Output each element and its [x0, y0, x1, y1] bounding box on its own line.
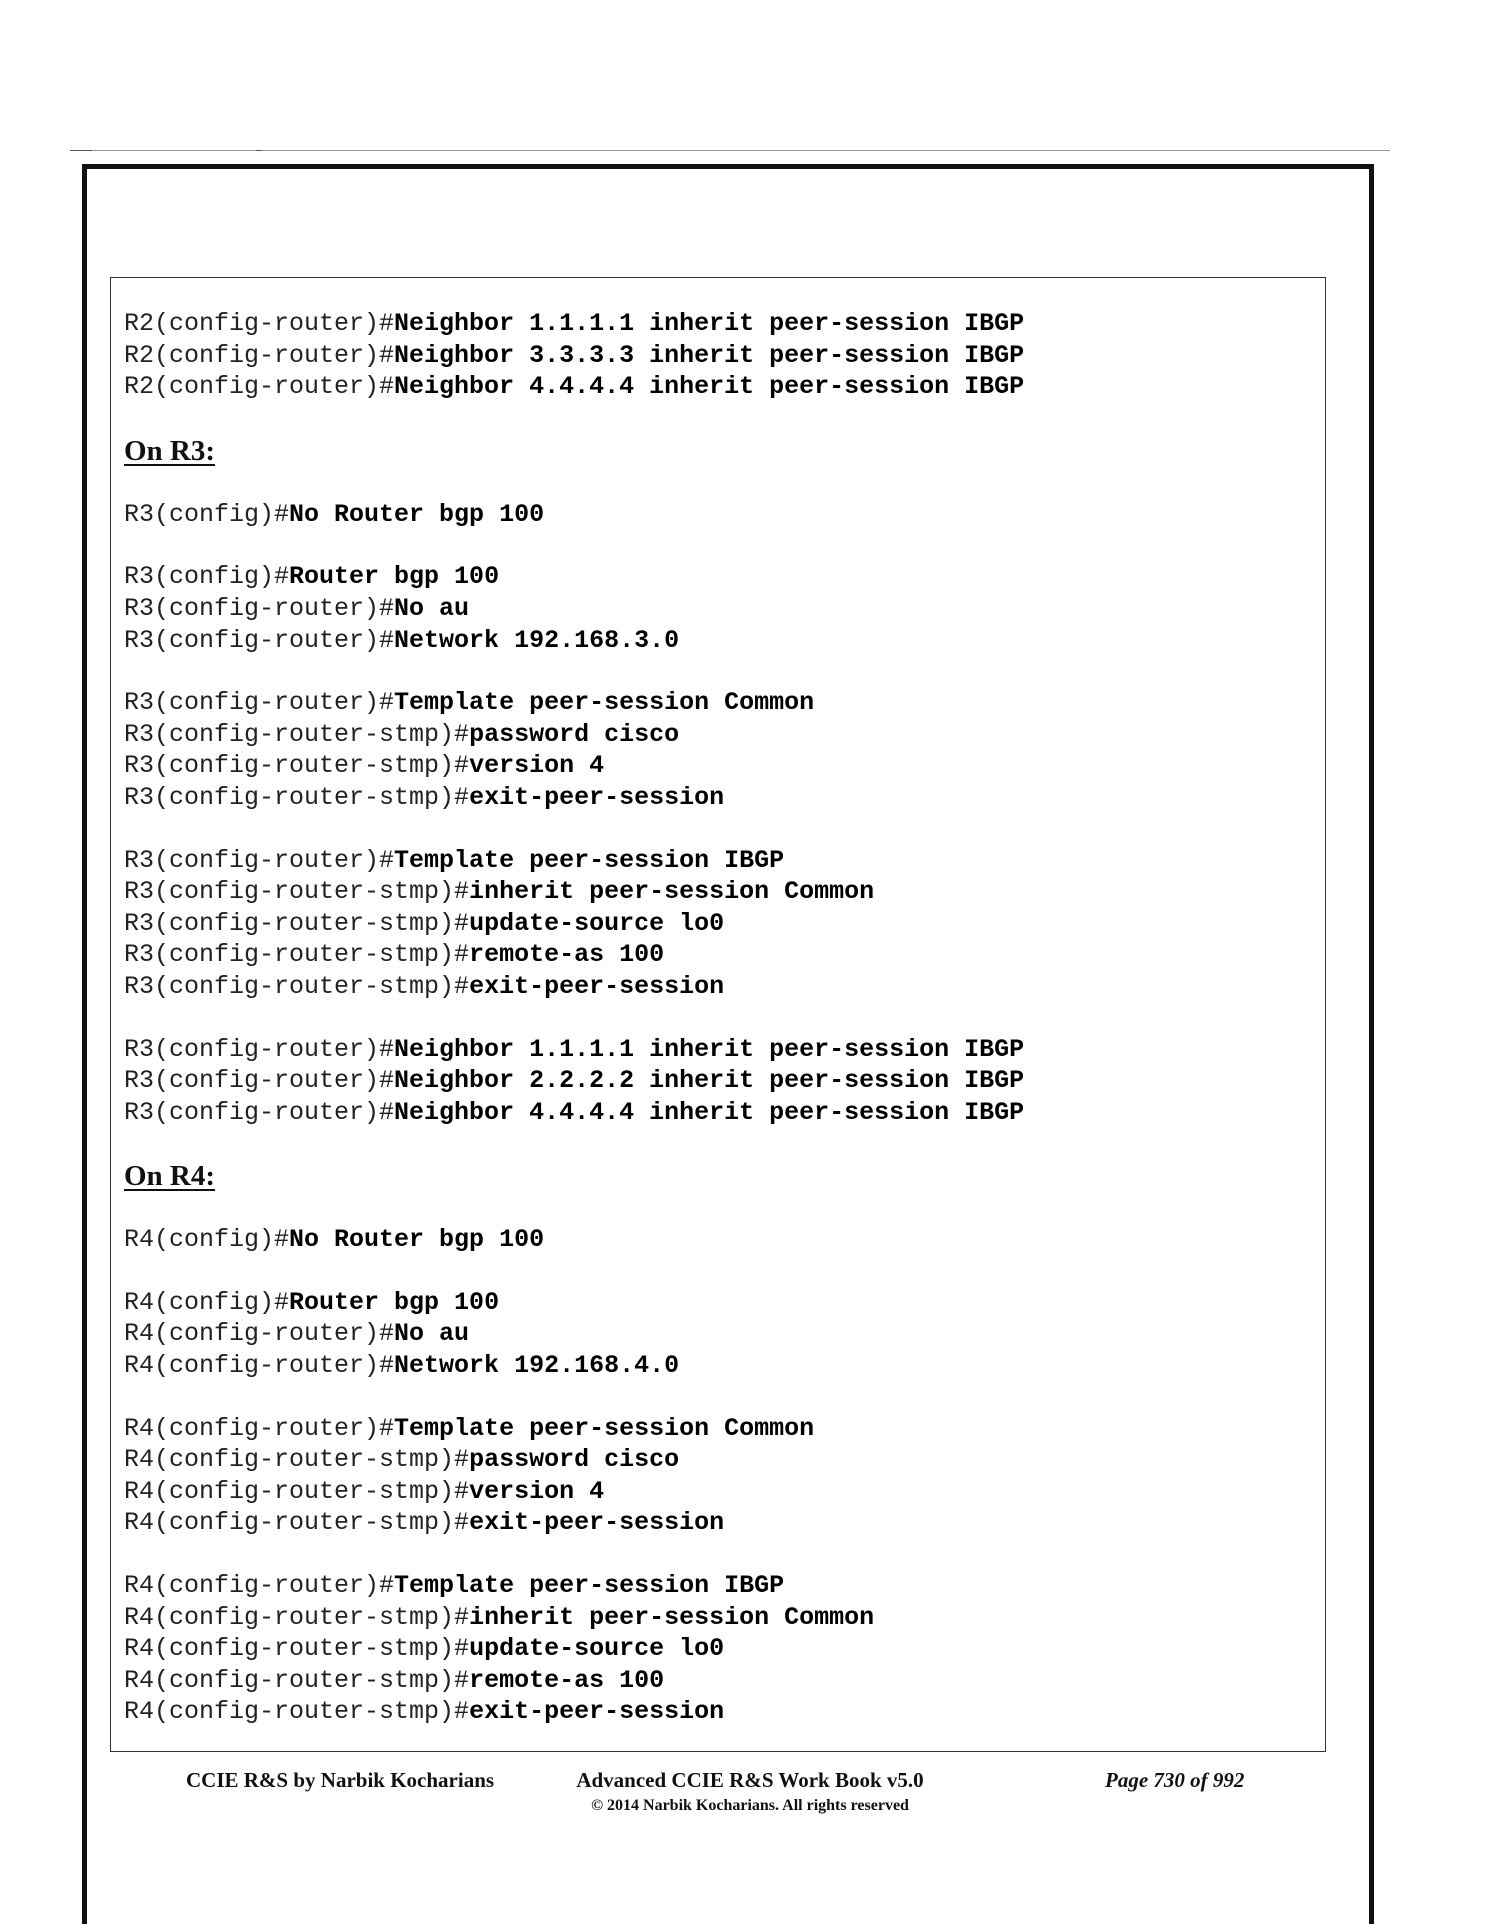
cli-command: Neighbor 1.1.1.1 inherit peer-session IBGP: [394, 309, 1025, 338]
command-block: [124, 1570, 1315, 1728]
command-line: [124, 308, 1315, 340]
command-line: [124, 499, 1315, 531]
footer-author: CCIE R&S by Narbik Kocharians: [186, 1768, 495, 1792]
command-line: [124, 719, 1315, 751]
cli-prompt: R4(config-router)#: [124, 1351, 395, 1381]
command-line: [124, 1318, 1315, 1350]
command-line: [124, 1507, 1315, 1539]
cli-prompt: R4(config-router-stmp)#: [124, 1508, 470, 1538]
cli-prompt: R3(config-router-stmp)#: [124, 751, 470, 781]
cli-command: No Router bgp 100: [289, 1225, 545, 1255]
command-line: [124, 625, 1315, 657]
command-line: [124, 971, 1315, 1003]
command-block: [124, 1224, 1315, 1256]
cli-prompt: R4(config-router)#: [124, 1413, 395, 1443]
command-line: [124, 1097, 1315, 1129]
cli-prompt: R3(config-router)#: [124, 1066, 395, 1096]
page-footer: [82, 1768, 1374, 1828]
code-section: [124, 308, 1315, 403]
footer-page-number: Page 730 of 992: [1105, 1768, 1245, 1792]
code-box: [110, 277, 1326, 1752]
command-line: [124, 1444, 1315, 1476]
command-line: [124, 1665, 1315, 1697]
command-line: [124, 1350, 1315, 1382]
cli-prompt: R3(config-router)#: [124, 593, 395, 623]
cli-prompt: R3(config-router-stmp)#: [124, 782, 470, 812]
command-line: [124, 1570, 1315, 1602]
top-left-tick: [70, 150, 92, 151]
cli-command: Neighbor 4.4.4.4 inherit peer-session IBGP: [394, 1097, 1025, 1127]
command-line: [124, 750, 1315, 782]
command-block: [124, 1413, 1315, 1539]
cli-prompt: R2(config-router)#: [124, 309, 395, 338]
cli-prompt: R3(config)#: [124, 562, 290, 592]
cli-prompt: R3(config-router)#: [124, 845, 395, 875]
command-line: [124, 939, 1315, 971]
cli-command: update-source lo0: [469, 1634, 725, 1664]
cli-command: Template peer-session Common: [394, 688, 815, 718]
cli-command: exit-peer-session: [469, 971, 725, 1001]
cli-prompt: R3(config-router)#: [124, 1034, 395, 1064]
command-line: [124, 1034, 1315, 1066]
cli-prompt: R3(config-router)#: [124, 688, 395, 718]
cli-command: Template peer-session IBGP: [394, 1571, 785, 1601]
cli-command: exit-peer-session: [469, 1697, 725, 1727]
footer-book-title: [570, 1768, 930, 1815]
cli-prompt: R3(config-router)#: [124, 1097, 395, 1127]
code-content: [124, 308, 1315, 1728]
command-block: [124, 308, 1315, 403]
cli-command: Template peer-session Common: [394, 1413, 815, 1443]
command-line: [124, 782, 1315, 814]
cli-prompt: R4(config-router)#: [124, 1319, 395, 1349]
command-line: [124, 876, 1315, 908]
cli-command: Router bgp 100: [289, 562, 500, 592]
cli-command: Network 192.168.4.0: [394, 1351, 680, 1381]
command-block: [124, 1287, 1315, 1382]
cli-command: update-source lo0: [469, 908, 725, 938]
code-section: [124, 1158, 1315, 1728]
cli-prompt: R4(config)#: [124, 1287, 290, 1317]
section-heading: On R3:: [124, 434, 216, 467]
cli-command: Network 192.168.3.0: [394, 625, 680, 655]
footer-title: Advanced CCIE R&S Work Book v5.0: [576, 1768, 924, 1792]
cli-prompt: R4(config-router-stmp)#: [124, 1602, 470, 1632]
cli-command: Neighbor 3.3.3.3 inherit peer-session IBGP: [394, 340, 1025, 370]
command-line: [124, 1413, 1315, 1445]
cli-prompt: R4(config-router-stmp)#: [124, 1634, 470, 1664]
footer-copyright: © 2014 Narbik Kocharians. All rights reserved: [591, 1797, 909, 1814]
cli-command: remote-as 100: [469, 940, 665, 970]
command-block: [124, 687, 1315, 813]
section-heading: On R4:: [124, 1160, 216, 1193]
cli-prompt: R4(config-router-stmp)#: [124, 1445, 470, 1475]
command-line: [124, 1602, 1315, 1634]
command-block: [124, 845, 1315, 1003]
cli-command: inherit peer-session Common: [469, 1602, 875, 1632]
cli-command: password cisco: [469, 719, 680, 749]
cli-command: remote-as 100: [469, 1665, 665, 1695]
command-line: [124, 340, 1315, 372]
cli-command: No au: [394, 593, 470, 623]
command-line: [124, 1287, 1315, 1319]
cli-command: Router bgp 100: [289, 1287, 500, 1317]
command-line: [124, 561, 1315, 593]
cli-command: exit-peer-session: [469, 1508, 725, 1538]
cli-command: version 4: [469, 1476, 605, 1506]
cli-prompt: R3(config)#: [124, 499, 290, 529]
command-line: [124, 1224, 1315, 1256]
command-line: [124, 1065, 1315, 1097]
cli-command: inherit peer-session Common: [469, 877, 875, 907]
command-block: [124, 1034, 1315, 1129]
command-line: [124, 1476, 1315, 1508]
top-center-tick: [256, 150, 262, 151]
command-line: [124, 908, 1315, 940]
cli-prompt: R4(config-router-stmp)#: [124, 1665, 470, 1695]
cli-command: exit-peer-session: [469, 782, 725, 812]
code-section: [124, 433, 1315, 1129]
cli-prompt: R3(config-router-stmp)#: [124, 877, 470, 907]
command-line: [124, 1633, 1315, 1665]
cli-prompt: R4(config)#: [124, 1225, 290, 1255]
cli-command: Template peer-session IBGP: [394, 845, 785, 875]
cli-prompt: R3(config-router)#: [124, 625, 395, 655]
cli-prompt: R2(config-router)#: [124, 372, 395, 402]
cli-prompt: R3(config-router-stmp)#: [124, 971, 470, 1001]
cli-prompt: R4(config-router-stmp)#: [124, 1697, 470, 1727]
cli-prompt: R4(config-router-stmp)#: [124, 1476, 470, 1506]
command-line: [124, 593, 1315, 625]
cli-command: Neighbor 2.2.2.2 inherit peer-session IBGP: [394, 1066, 1025, 1096]
cli-prompt: R3(config-router-stmp)#: [124, 719, 470, 749]
cli-command: Neighbor 4.4.4.4 inherit peer-session IBGP: [394, 372, 1025, 402]
cli-prompt: R4(config-router)#: [124, 1571, 395, 1601]
command-block: [124, 561, 1315, 656]
cli-prompt: R3(config-router-stmp)#: [124, 908, 470, 938]
cli-prompt: R2(config-router)#: [124, 340, 395, 370]
cli-command: Neighbor 1.1.1.1 inherit peer-session IBGP: [394, 1034, 1025, 1064]
cli-command: version 4: [469, 751, 605, 781]
command-line: [124, 687, 1315, 719]
cli-command: No au: [394, 1319, 470, 1349]
cli-command: No Router bgp 100: [289, 499, 545, 529]
cli-command: password cisco: [469, 1445, 680, 1475]
command-line: [124, 1696, 1315, 1728]
cli-prompt: R3(config-router-stmp)#: [124, 940, 470, 970]
command-line: [124, 371, 1315, 403]
top-rule: [70, 150, 1390, 151]
command-line: [124, 845, 1315, 877]
command-block: [124, 499, 1315, 531]
